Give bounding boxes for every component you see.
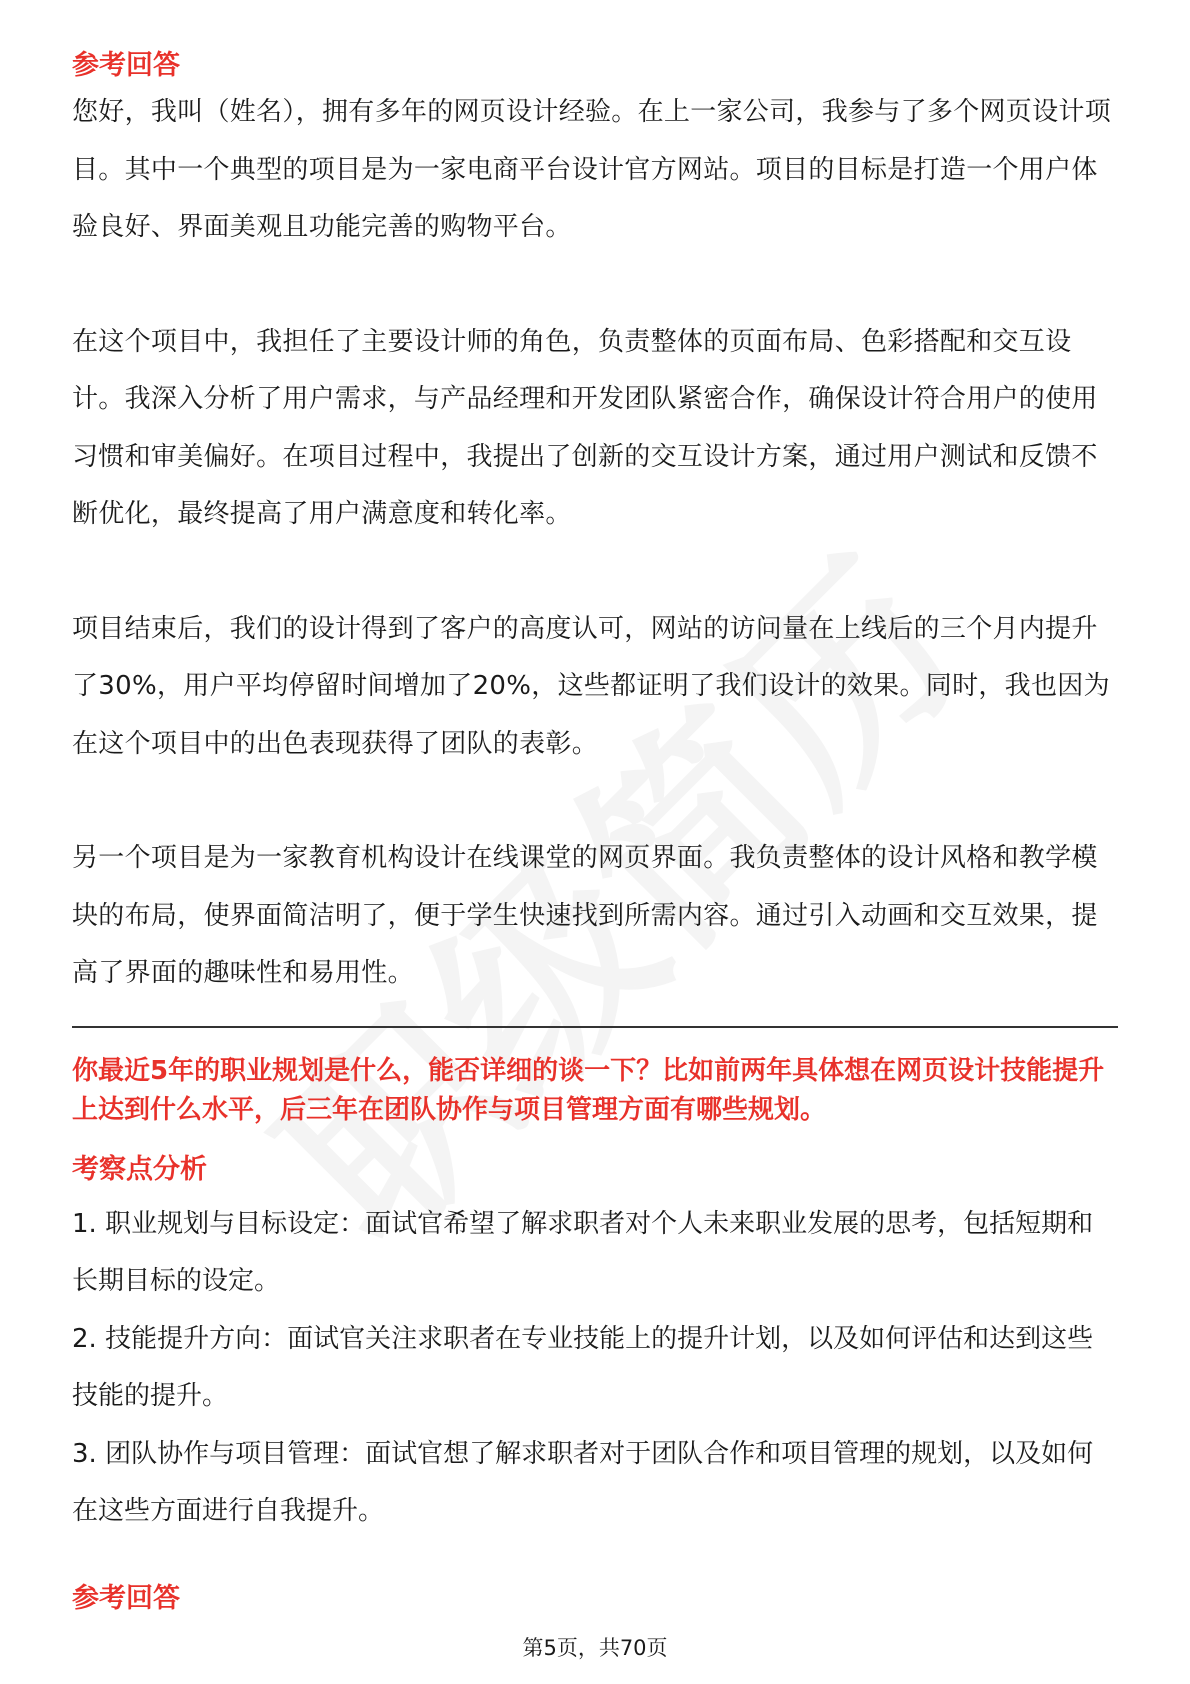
paragraph-gap [72,773,1118,830]
document-page [72,48,1118,1617]
analysis-item: 1. 职业规划与目标设定：面试官希望了解求职者对个人未来职业发展的思考，包括短期和长期目标的设定。 [72,1208,1094,1296]
analysis-item: 3. 团队协作与项目管理：面试官想了解求职者对于团队合作和项目管理的规划，以及如何在这些方面进行自我提升。 [72,1438,1094,1526]
page-footer: 第5页，共70页 [522,1636,668,1660]
section-divider [72,1026,1118,1028]
answer-paragraph: 项目结束后，我们的设计得到了客户的高度认可，网站的访问量在上线后的三个月内提升了30%，用户平均停留时间增加了20%，这些都证明了我们设计的效果。同时，我也因为在这个项目中的出色表现获得了团队的表彰。 [72,613,1110,759]
answer-heading: 参考回答 [72,1582,180,1614]
analysis-item: 2. 技能提升方向：面试官关注求职者在专业技能上的提升计划，以及如何评估和达到这些技能的提升。 [72,1323,1094,1411]
paragraph-gap [72,257,1118,314]
answer-paragraph: 在这个项目中，我担任了主要设计师的角色，负责整体的页面布局、色彩搭配和交互设计。我深入分析了用户需求，与产品经理和开发团队紧密合作，确保设计符合用户的使用习惯和审美偏好。在项目过程中，我提出了创新的交互设计方案，通过用户测试和反馈不断优化，最终提高了用户满意度和转化率。 [72,326,1098,529]
answer-paragraph: 另一个项目是为一家教育机构设计在线课堂的网页界面。我负责整体的设计风格和教学模块的布局，使界面简洁明了，便于学生快速找到所需内容。通过引入动画和交互效果，提高了界面的趣味性和易用性。 [72,843,1098,988]
answer-heading: 参考回答 [72,50,180,81]
interview-question: 你最近5年的职业规划是什么，能否详细的谈一下？比如前两年具体想在网页设计技能提升上达到什么水平，后三年在团队协作与项目管理方面有哪些规划。 [72,1055,1105,1125]
answer-paragraph: 您好，我叫（姓名），拥有多年的网页设计经验。在上一家公司，我参与了多个网页设计项目。其中一个典型的项目是为一家电商平台设计官方网站。项目的目标是打造一个用户体验良好、界面美观且功能完善的购物平台。 [72,97,1112,242]
paragraph-gap [72,544,1118,601]
analysis-heading: 考察点分析 [72,1153,207,1185]
